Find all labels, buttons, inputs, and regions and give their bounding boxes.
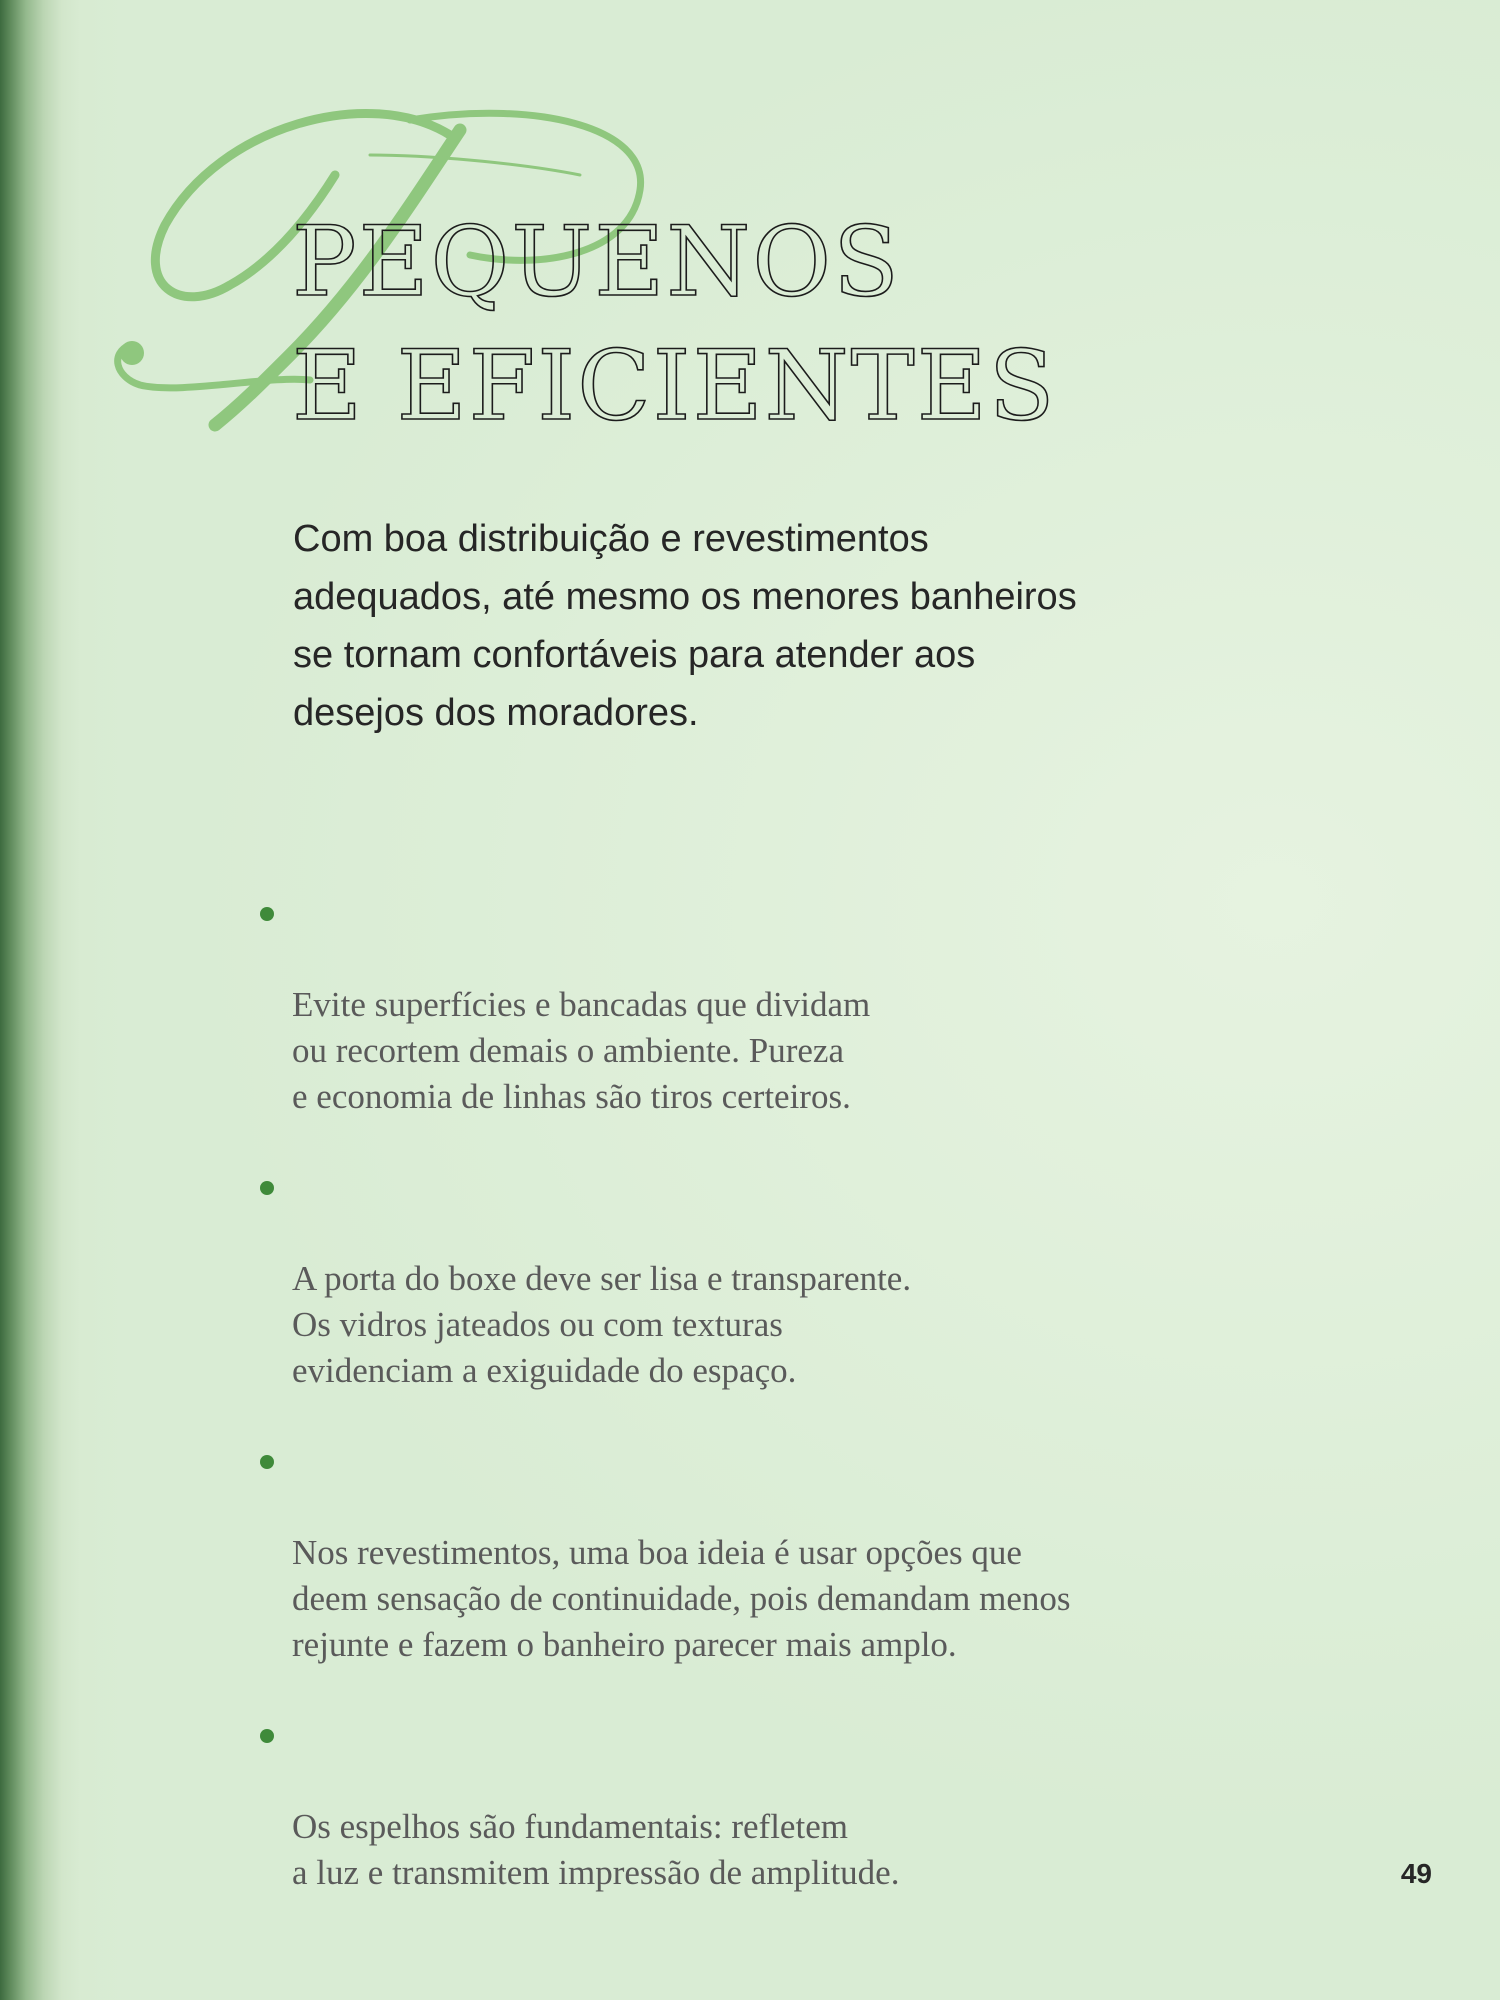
tip-item bbox=[258, 1438, 1218, 1668]
tip-text: Nos revestimentos, uma boa ideia é usar opções que deem sensação de continuidade, pois demandam menos rejunte e fazem o banheiro parecer mais amplo. bbox=[292, 1533, 1071, 1664]
tip-item bbox=[258, 1164, 1218, 1394]
page-number: 49 bbox=[1400, 1858, 1432, 1889]
bullet-dot-icon bbox=[260, 1455, 274, 1469]
bullet-dot-icon bbox=[260, 907, 274, 921]
title-line-2: E EFICIENTES bbox=[292, 330, 1057, 442]
tip-item bbox=[258, 890, 1218, 1120]
title-line-1: PEQUENOS bbox=[292, 206, 901, 318]
intro-paragraph: Com boa distribuição e revestimentos adequados, até mesmo os menores banheiros se tornam confortáveis para atender aos desejos dos moradores. bbox=[293, 518, 1077, 734]
tip-text: Evite superfícies e bancadas que dividam ou recortem demais o ambiente. Pureza e economia de linhas são tiros certeiros. bbox=[292, 985, 871, 1116]
tip-text: A porta do boxe deve ser lisa e transparente. Os vidros jateados ou com texturas evidenciam a exiguidade do espaço. bbox=[292, 1259, 912, 1390]
bullet-dot-icon bbox=[260, 1729, 274, 1743]
page-title bbox=[292, 200, 1057, 448]
bullet-dot-icon bbox=[260, 1181, 274, 1195]
tip-text: Os espelhos são fundamentais: refletem a luz e transmitem impressão de amplitude. bbox=[292, 1807, 900, 1892]
tips-list bbox=[258, 890, 1218, 1940]
tip-item bbox=[258, 1712, 1218, 1896]
